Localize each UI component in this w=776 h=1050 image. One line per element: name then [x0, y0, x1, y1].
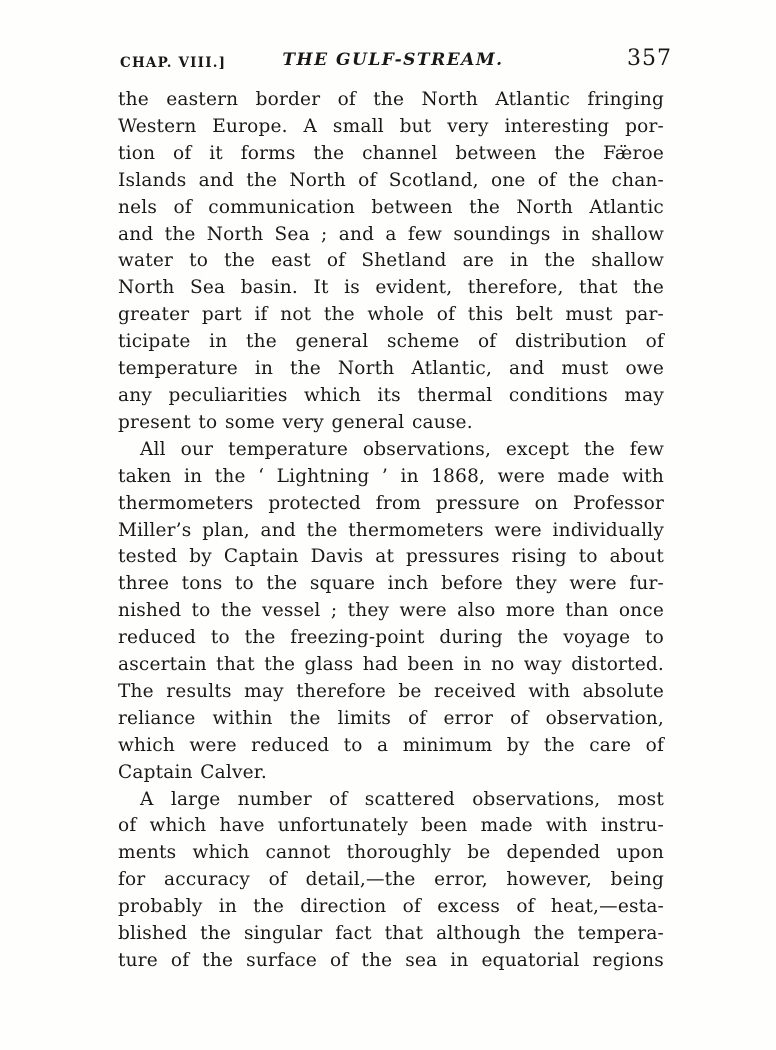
- text-line: Western Europe. A small but very interesting por-: [118, 115, 664, 137]
- text-line: nels of communication between the North Atlantic: [118, 196, 664, 218]
- text-line: ascertain that the glass had been in no way distorted.: [118, 654, 664, 676]
- text-line: present to some very general cause.: [118, 411, 473, 433]
- text-line: tested by Captain Davis at pressures rising to about: [118, 546, 664, 568]
- text-line: any peculiarities which its thermal conditions may: [118, 384, 664, 406]
- text-line: which were reduced to a minimum by the care of: [118, 734, 664, 756]
- text-line: water to the east of Shetland are in the shallow: [118, 250, 664, 272]
- page-header: [118, 46, 672, 74]
- text-line: the eastern border of the North Atlantic fringing: [118, 89, 664, 110]
- text-line: nished to the vessel ; they were also more than once: [118, 600, 664, 622]
- text-line: taken in the ‘ Lightning ’ in 1868, were made with: [118, 465, 664, 487]
- page-number: 357: [627, 46, 672, 71]
- text-line: greater part if not the whole of this belt must par-: [118, 304, 664, 326]
- text-line: blished the singular fact that although the tempera-: [118, 923, 664, 945]
- text-line: temperature in the North Atlantic, and must owe: [118, 358, 664, 380]
- text-line: ments which cannot thoroughly be depended upon: [118, 842, 664, 864]
- text-line: of which have unfortunately been made with instru-: [118, 815, 664, 837]
- running-title: THE GULF-STREAM.: [282, 50, 504, 70]
- text-line: Captain Calver.: [118, 761, 267, 783]
- text-line: reduced to the freezing-point during the voyage to: [118, 627, 664, 649]
- text-line: All our temperature observations, except the few: [140, 438, 664, 460]
- text-line: tion of it forms the channel between the Fæ̈roe: [118, 142, 664, 164]
- chapter-label: CHAP. VIII.]: [120, 55, 227, 71]
- text-line: The results may therefore be received with absolute: [118, 680, 664, 702]
- text-line: thermometers protected from pressure on Professor: [118, 492, 664, 514]
- text-line: Islands and the North of Scotland, one of the chan-: [118, 169, 664, 191]
- text-line: three tons to the square inch before they were fur-: [118, 573, 664, 595]
- text-line: and the North Sea ; and a few soundings in shallow: [118, 223, 664, 245]
- text-line: for accuracy of detail,—the error, however, being: [118, 869, 664, 891]
- page-body: [118, 87, 664, 975]
- text-line: A large number of scattered observations, most: [140, 788, 664, 810]
- text-line: Miller’s plan, and the thermometers were individually: [118, 519, 664, 541]
- text-line: ture of the surface of the sea in equatorial regions: [118, 950, 664, 971]
- text-line: ticipate in the general scheme of distribution of: [118, 331, 664, 353]
- text-line: North Sea basin. It is evident, therefore, that the: [118, 277, 664, 299]
- text-line: reliance within the limits of error of observation,: [118, 707, 664, 729]
- text-line: probably in the direction of excess of heat,—esta-: [118, 896, 664, 918]
